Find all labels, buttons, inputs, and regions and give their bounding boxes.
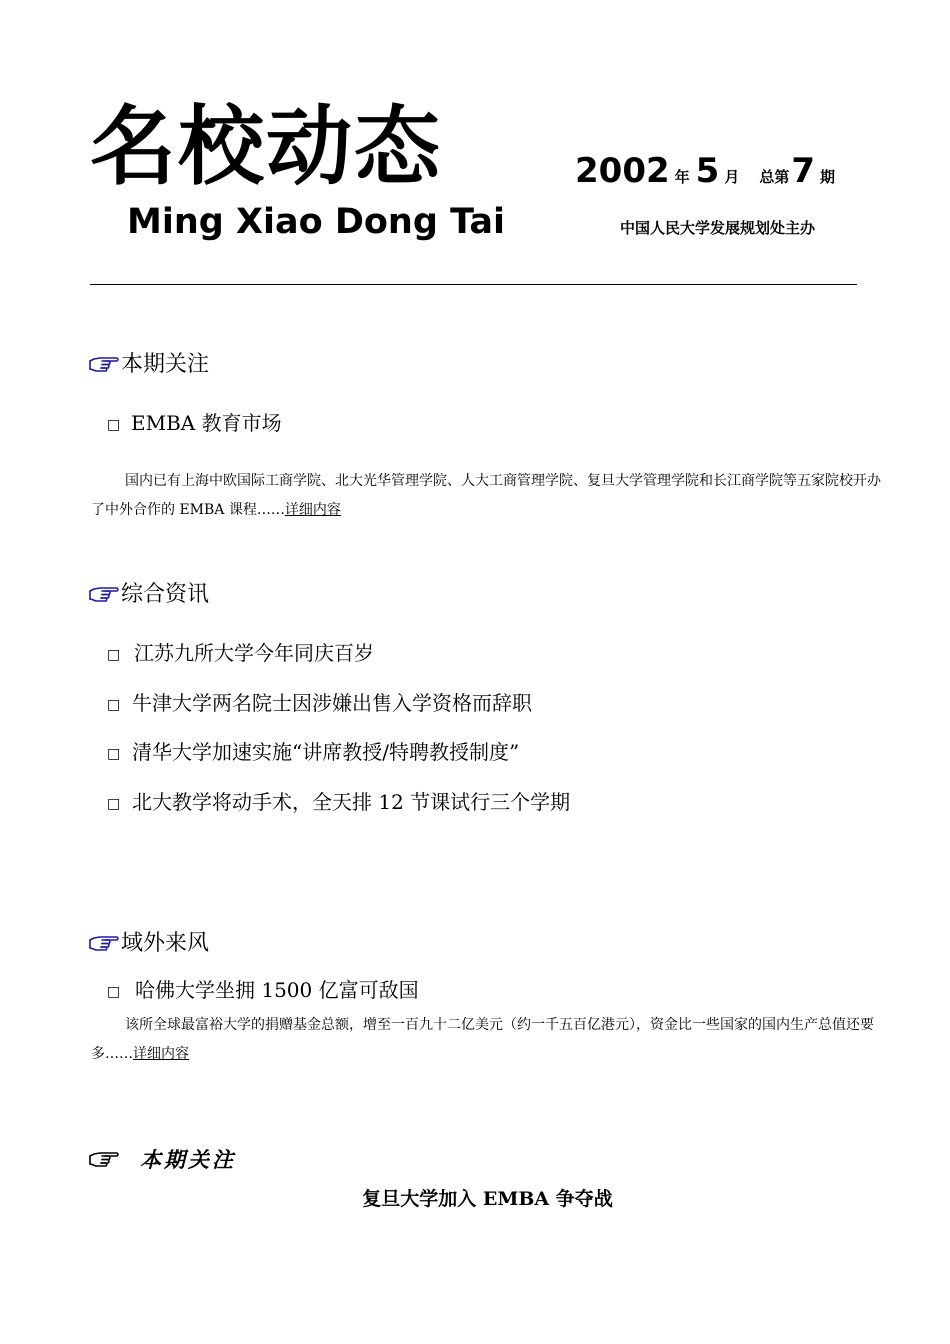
issue-unit: 期 bbox=[820, 168, 836, 186]
bullet-box-icon: □ bbox=[107, 697, 121, 713]
pointing-hand-icon bbox=[88, 583, 120, 610]
list-item[interactable] bbox=[107, 643, 374, 663]
section-heading-label: 综合资讯 bbox=[121, 582, 210, 607]
list-item[interactable] bbox=[107, 980, 419, 1000]
summary-text: 国内已有上海中欧国际工商学院、北大光华管理学院、人大工商管理学院、复旦大学管理学院和长江商学院等五家院校开办了中外合作的 EMBA 课程…… bbox=[91, 473, 881, 518]
pointing-hand-icon bbox=[88, 1148, 120, 1173]
details-link[interactable]: 详细内容 bbox=[284, 502, 341, 518]
list-item-label: 牛津大学两名院士因涉嫌出售入学资格而辞职 bbox=[132, 691, 532, 715]
list-item-label: EMBA 教育市场 bbox=[131, 411, 282, 435]
newsletter-title-pinyin: Ming Xiao Dong Tai bbox=[127, 202, 506, 242]
issue-total-prefix: 总第 bbox=[759, 168, 790, 186]
summary-text: 该所全球最富裕大学的捐赠基金总额，增至一百九十二亿美元（约一千五百亿港元），资金比一些国家的国内生产总值还要多…… bbox=[91, 1017, 874, 1062]
pointing-hand-icon bbox=[88, 353, 120, 380]
list-item-label: 哈佛大学坐拥 1500 亿富可敌国 bbox=[135, 978, 419, 1002]
section-heading-news bbox=[88, 583, 209, 610]
list-item[interactable] bbox=[107, 693, 532, 713]
list-item-label: 江苏九所大学今年同庆百岁 bbox=[134, 641, 374, 665]
bullet-box-icon: □ bbox=[107, 796, 121, 812]
list-item-label: 清华大学加速实施“讲席教授/特聘教授制度” bbox=[132, 740, 520, 764]
sponsor-line: 中国人民大学发展规划处主办 bbox=[620, 219, 816, 237]
issue-number: 7 bbox=[791, 151, 816, 191]
section-heading-abroad bbox=[88, 932, 209, 959]
list-item[interactable] bbox=[107, 742, 519, 762]
issue-year-unit: 年 bbox=[674, 168, 690, 186]
issue-year: 2002 bbox=[575, 151, 670, 191]
pointing-hand-icon bbox=[88, 932, 120, 959]
summary-paragraph bbox=[91, 1011, 881, 1069]
bullet-box-icon: □ bbox=[107, 746, 121, 762]
bullet-box-icon: □ bbox=[107, 417, 121, 433]
issue-month-unit: 月 bbox=[724, 168, 740, 186]
issue-month: 5 bbox=[695, 151, 720, 191]
section-heading-label: 本期关注 bbox=[140, 1147, 236, 1172]
section-heading-label: 本期关注 bbox=[121, 352, 210, 377]
summary-paragraph bbox=[91, 467, 881, 525]
article-title: 复旦大学加入 EMBA 争夺战 bbox=[362, 1188, 613, 1210]
section-heading-label: 域外来风 bbox=[121, 931, 210, 956]
bullet-box-icon: □ bbox=[107, 984, 121, 1000]
section-heading-focus-article bbox=[88, 1148, 236, 1173]
list-item-label: 北大教学将动手术，全天排 12 节课试行三个学期 bbox=[132, 790, 571, 814]
section-heading-focus bbox=[88, 353, 209, 380]
newsletter-title: 名校动态 bbox=[90, 97, 442, 197]
details-link[interactable]: 详细内容 bbox=[133, 1046, 189, 1062]
header-divider bbox=[90, 284, 857, 285]
list-item[interactable] bbox=[107, 413, 282, 433]
issue-info bbox=[575, 151, 841, 191]
bullet-box-icon: □ bbox=[107, 647, 121, 663]
list-item[interactable] bbox=[107, 792, 570, 812]
